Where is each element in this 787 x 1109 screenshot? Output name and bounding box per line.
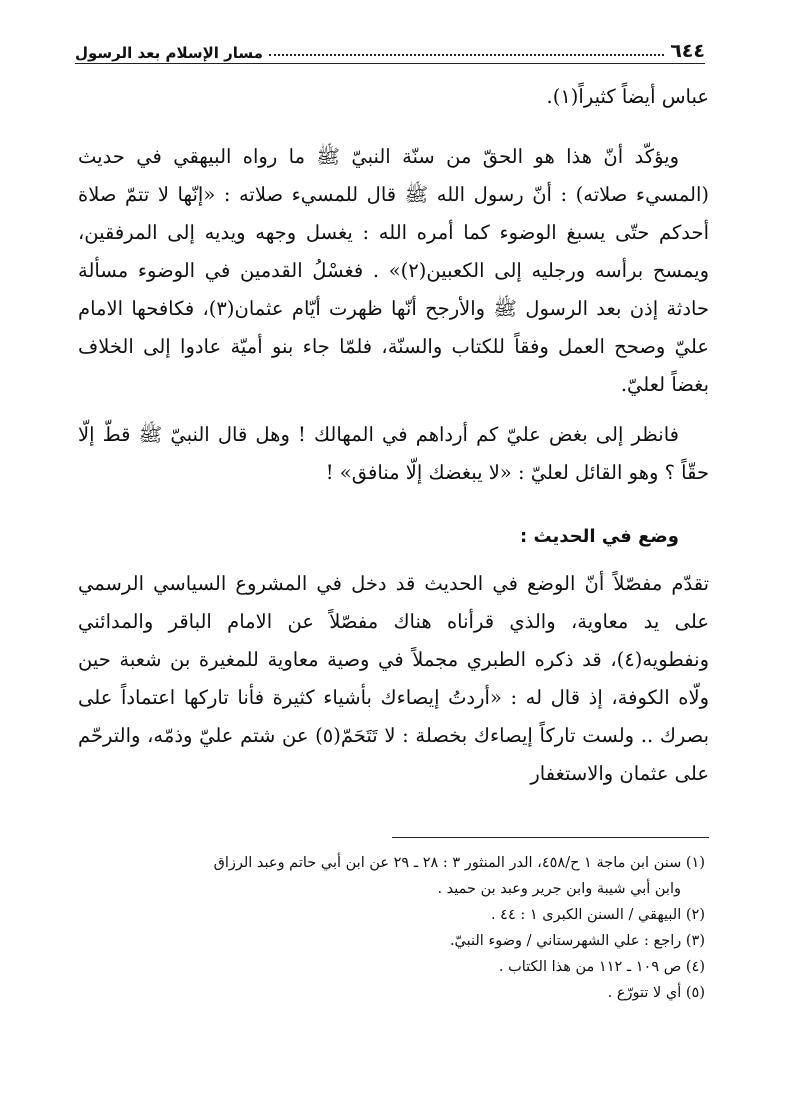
footnote-4: (٤) ص ١٠٩ ـ ١١٢ من هذا الكتاب . <box>498 959 705 975</box>
header-dot-leader <box>269 54 664 56</box>
header-rule <box>75 63 705 64</box>
main-text <box>78 78 709 793</box>
footnote-2: (٢) البيهقي / السنن الكبرى ١ : ٤٤ . <box>490 907 705 923</box>
running-header <box>75 34 705 62</box>
paragraph-1: عباس أيضاً كثيراً(١). <box>546 85 709 108</box>
footnote-3: (٣) راجع : علي الشهرستاني / وضوء النبيّ. <box>449 933 705 949</box>
paragraph-3: فانظر إلى بغض عليّ كم أرداهم في المهالك ! وهل قال النبيّ ﷺ قطّ إلّا حقّاً ؟ وهو القائل لعليّ : «لا يبغضك إلّا منافق» ! <box>78 423 709 484</box>
page-number: ٦٤٤ <box>670 40 705 62</box>
paragraph-4: تقدّم مفصّلاً أنّ الوضع في الحديث قد دخل في المشروع السياسي الرسمي على يد معاوية، والذي قرأناه هناك مفصّلاً عن الامام الباقر والمدائني ونفطويه(٤)، قد ذكره الطبري مجملاً في وصية معاوية للمغيرة بن شعبة حين ولّاه الكوفة، إذ قال له : «أردتُ إيصاءك بأشياء كثيرة فأنا تاركها اعتماداً على بصرك .. ولست تاركاً إيصاءك بخصلة : لا تَتَحَمّ(٥) عن شتم عليّ وذمّه، والترحّم على عثمان والاستغفار <box>78 572 710 785</box>
footnote-separator <box>392 837 709 838</box>
running-title: مسار الإسلام بعد الرسول <box>75 44 263 62</box>
footnote-1-continued: وابن أبي شيبة وابن جرير وعبد بن حميد . <box>437 881 681 897</box>
section-heading: وضع في الحديث : <box>520 526 679 547</box>
footnote-5: (٥) أي لا تتورّع . <box>607 985 705 1001</box>
footnotes <box>78 850 709 1006</box>
paragraph-2: ويؤكّد أنّ هذا هو الحقّ من سنّة النبيّ ﷺ ما رواه البيهقي في حديث (المسيء صلاته) : أنّ رسول الله ﷺ قال للمسيء صلاته : «إنّها لا تتمّ صلاة أحدكم حتّى يسبغ الوضوء كما أمره الله : يغسل وجهه ويديه إلى المرفقين، ويمسح برأسه ورجليه إلى الكعبين(٢)» . فغسْلُ القدمين في الوضوء مسألة حادثة إذن بعد الرسول ﷺ والأرجح أنّها ظهرت أيّام عثمان(٣)، فكافحها الامام عليّ وصحح العمل وفقاً للكتاب والسنّة، فلمّا جاء بنو أميّة عادوا إلى الخلاف بغضاً لعليّ. <box>78 145 709 396</box>
footnote-1: (١) سنن ابن ماجة ١ ح/٤٥٨، الدر المنثور ٣ : ٢٨ ـ ٢٩ عن ابن أبي حاتم وعبد الرزاق <box>213 855 705 871</box>
